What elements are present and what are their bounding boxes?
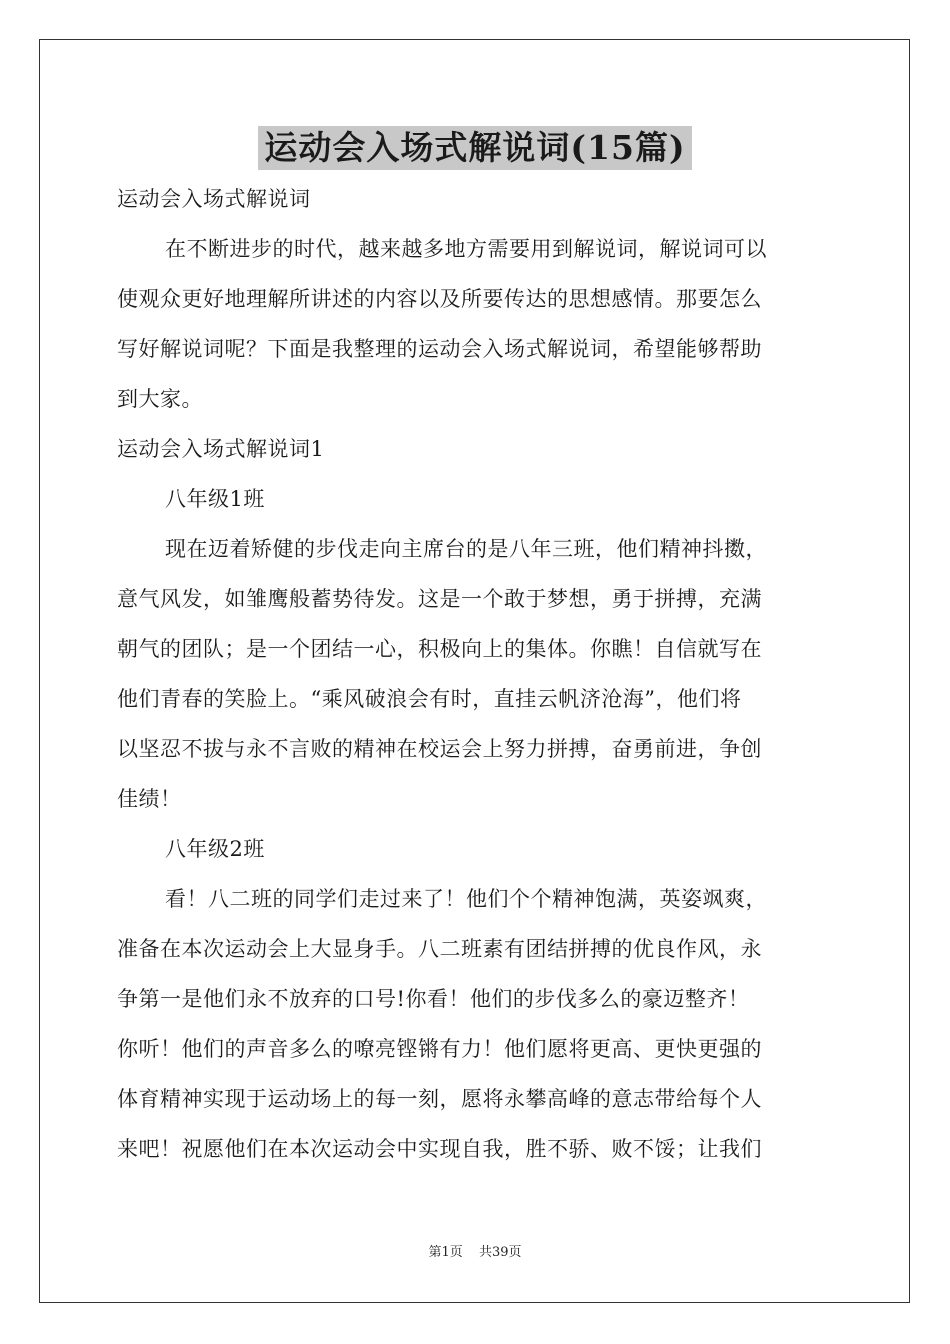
- title-area: [0, 126, 950, 170]
- text-line: 写好解说词呢？下面是我整理的运动会入场式解说词，希望能够帮助: [117, 337, 762, 361]
- text-line: 体育精神实现于运动场上的每一刻，愿将永攀高峰的意志带给每个人: [117, 1087, 762, 1111]
- text-line: 你听！他们的声音多么的嘹亮铿锵有力！他们愿将更高、更快更强的: [117, 1037, 762, 1061]
- text-line: 准备在本次运动会上大显身手。八二班素有团结拼搏的优良作风，永: [117, 937, 762, 961]
- text-line: 现在迈着矫健的步伐走向主席台的是八年三班，他们精神抖擞，: [165, 537, 767, 561]
- text-line: 佳绩！: [117, 787, 182, 811]
- text-line: 来吧！祝愿他们在本次运动会中实现自我，胜不骄、败不馁；让我们: [117, 1137, 762, 1161]
- text-line: 他们青春的笑脸上。“乘风破浪会有时，直挂云帆济沧海”，他们将: [117, 687, 742, 711]
- text-line: 使观众更好地理解所讲述的内容以及所要传达的思想感情。那要怎么: [117, 287, 762, 311]
- text-line: 意气风发，如雏鹰般蓄势待发。这是一个敢于梦想，勇于拼搏，充满: [117, 587, 762, 611]
- text-line: 八年级1班: [165, 487, 265, 511]
- total-pages: 共39页: [478, 1245, 522, 1260]
- document-title: 运动会入场式解说词(15篇): [258, 126, 691, 170]
- page-number: 第1页: [428, 1245, 463, 1260]
- text-line: 八年级2班: [165, 837, 265, 861]
- text-line: 以坚忍不拔与永不言败的精神在校运会上努力拼搏，奋勇前进，争创: [117, 737, 762, 761]
- text-line: 到大家。: [117, 387, 203, 411]
- text-line: 在不断进步的时代，越来越多地方需要用到解说词，解说词可以: [165, 237, 767, 261]
- text-line: 运动会入场式解说词1: [117, 437, 325, 461]
- text-line: 看！八二班的同学们走过来了！他们个个精神饱满，英姿飒爽，: [165, 887, 767, 911]
- text-line: 运动会入场式解说词: [117, 187, 311, 211]
- document-body: [117, 174, 837, 1174]
- text-line: 朝气的团队；是一个团结一心，积极向上的集体。你瞧！自信就写在: [117, 637, 762, 661]
- text-line: 争第一是他们永不放弃的口号!你看！他们的步伐多么的豪迈整齐！: [117, 987, 750, 1011]
- page-footer: [0, 1244, 950, 1262]
